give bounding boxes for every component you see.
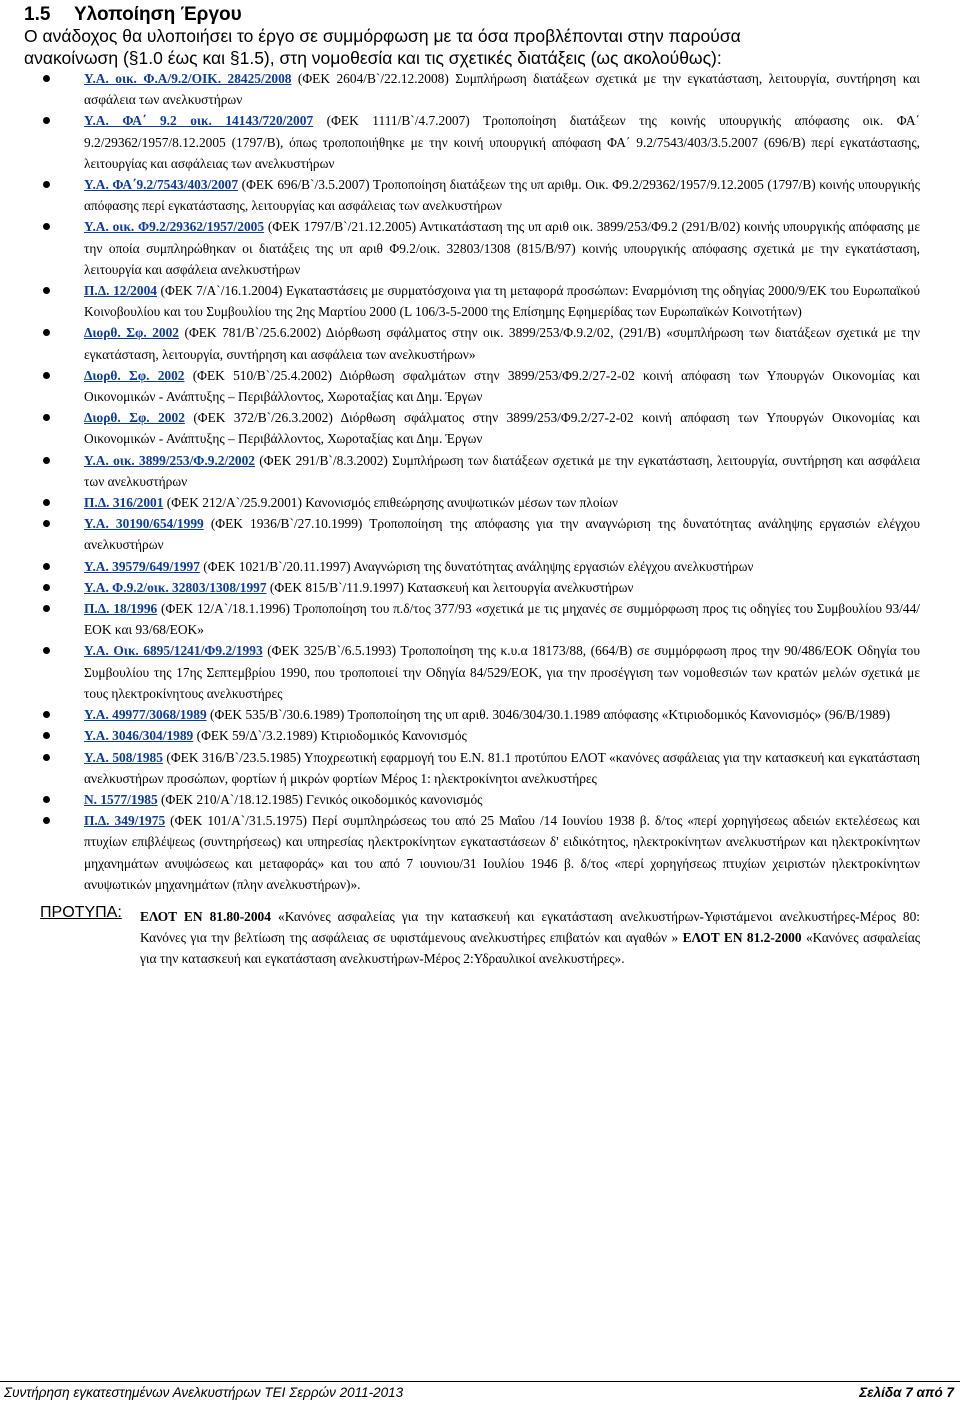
item-text: (ΦΕΚ 1936/Β`/27.10.1999) Τροποποίηση της απόφασης για την αναγνώριση της δυνατότητας ανάληψης εργασιών ελέγχου ανελκυστήρων (84, 516, 920, 553)
legislation-link[interactable]: Υ.Α. ΦΑ΄9.2/7543/403/2007 (84, 177, 239, 193)
list-item (24, 747, 920, 789)
bullet-icon (43, 563, 50, 570)
item-text: (ΦΕΚ 12/Α`/18.1.1996) Τροποποίηση του π.δ/τος 377/93 «σχετικά με τις μηχανές σε συμμόρφωση προς τις οδηγίες του Συμβουλίου 93/44/ΕΟΚ και 93/68/ΕΟΚ» (84, 601, 920, 638)
legislation-link[interactable]: Π.Δ. 316/2001 (84, 495, 164, 511)
bullet-icon (43, 499, 50, 506)
item-text: (ΦΕΚ 1797/Β`/21.12.2005) Αντικατάσταση της υπ αριθ οικ. 3899/253/Φ9.2 (291/Β/02) κοινής υπουργικής απόφασης με την οποία συμπληρώθηκαν οι διατάξεις της υπ αριθ Φ9.2/οικ. 32803/1308 (815/Β/97) κοινής υπουργικής απόφασης σχετικά με την εγκατάσταση, λειτουργία και ασφάλεια ανελκυστήρων (84, 219, 921, 277)
item-text: (ΦΕΚ 510/Β`/25.4.2002) Διόρθωση σφαλμάτων στην 3899/253/Φ9.2/27-2-02 κοινή απόφαση των Υπουργών Οικονομίας και Οικονομικών - Ανάπτυξης – Περιβάλλοντος, Χωροταξίας και Δημ. Έργων (84, 367, 920, 405)
item-text: (ΦΕΚ 316/Β`/23.5.1985) Υποχρεωτική εφαρμογή του Ε.Ν. 81.1 προτύπου ΕΛΟΤ «κανόνες ασφάλειας για την κατασκευή και εγκατάσταση ανελκυστήρων προσώπων, φορτίων ή μικρών φορτίων Μέρος 1: ηλεκτροκίνητοι ανελκυστήρες (84, 749, 920, 786)
bullet-icon (43, 647, 50, 654)
list-item (24, 110, 920, 174)
bullet-icon (43, 223, 50, 230)
list-item (24, 789, 920, 810)
legislation-link[interactable]: Διορθ. Σφ. 2002 (84, 325, 179, 341)
bullet-icon (43, 75, 50, 82)
bullet-icon (43, 584, 50, 591)
item-text: (ΦΕΚ 7/Α`/16.1.2004) Εγκαταστάσεις με συρματόσχοινα για τη μεταφορά προσώπων: Εναρμόνιση της οδηγίας 2000/9/ΕΚ του Ευρωπαϊκού Κοινοβουλίου και του Συμβουλίου της 2ης Μαρτίου 2000 (L 106/3-5-2000 της Επίσημης Εφημερίδας των Ευρωπαϊκών Κοινοτήτων) (84, 283, 920, 320)
bullet-icon (43, 605, 50, 612)
list-item (24, 174, 920, 216)
item-text: (ΦΕΚ 372/Β`/26.3.2002) Διόρθωση σφάλματος στην 3899/253/Φ9.2/27-2-02 κοινή απόφαση των Υπουργών Οικονομίας και Οικονομικών - Ανάπτυξης – Περιβάλλοντος, Χωροταξίας και Δημ. Έργων (84, 410, 920, 447)
legislation-link[interactable]: Ν. 1577/1985 (84, 791, 158, 807)
list-item (24, 280, 920, 322)
legislation-link[interactable]: Π.Δ. 349/1975 (84, 813, 166, 829)
section-title: Υλοποίηση Έργου (74, 4, 242, 25)
list-item (24, 450, 920, 492)
footer-page-number: Σελίδα 7 από 7 (859, 1385, 954, 1400)
list-item (24, 407, 920, 449)
standard-code: ΕΛΟΤ ΕΝ 81.80-2004 (140, 909, 271, 924)
legislation-link[interactable]: Π.Δ. 12/2004 (84, 283, 157, 299)
legislation-link[interactable]: Υ.Α. Φ.9.2/οικ. 32803/1308/1997 (84, 579, 267, 595)
item-text: (ΦΕΚ 59/Δ`/3.2.1989) Κτιριοδομικός Κανονισμός (193, 728, 467, 744)
item-text: (ΦΕΚ 815/Β`/11.9.1997) Κατασκευή και λειτουργία ανελκυστήρων (266, 579, 634, 595)
item-text: (ΦΕΚ 212/Α`/25.9.2001) Κανονισμός επιθεώρησης ανυψωτικών μέσων των πλοίων (163, 495, 618, 511)
standards-section (40, 906, 920, 970)
list-item (24, 513, 920, 555)
bullet-icon (43, 117, 50, 124)
legislation-link[interactable]: Υ.Α. 49977/3068/1989 (84, 707, 207, 723)
footer-document-title: Συντήρηση εγκατεστημένων Ανελκυστήρων ΤΕΙ Σερρών 2011-2013 (4, 1385, 404, 1400)
item-text: (ΦΕΚ 1021/Β`/20.11.1997) Αναγνώριση της δυνατότητας ανάληψης εργασιών ελέγχου ανελκυστήρων (199, 558, 754, 574)
legislation-link[interactable]: Υ.Α. 39579/649/1997 (84, 558, 200, 574)
list-item (24, 725, 920, 746)
intro-line-2: ανακοίνωση (§1.0 έως και §1.5), στη νομοθεσία και τις σχετικές διατάξεις (ως ακολούθως): (24, 47, 722, 68)
bullet-icon (43, 817, 50, 824)
bullet-icon (43, 181, 50, 188)
item-text: (ΦΕΚ 2604/Β`/22.12.2008) Συμπλήρωση διατάξεων σχετικά με την εγκατάσταση, λειτουργία, συντήρηση και ασφάλεια των ανελκυστήρων (84, 71, 920, 108)
list-item (24, 216, 920, 280)
list-item (24, 598, 920, 640)
list-item (24, 640, 920, 704)
item-text: (ΦΕΚ 291/Β`/8.3.2002) Συμπλήρωση των διατάξεων σχετικά με την εγκατάσταση, λειτουργία, συντήρηση και ασφάλεια των ανελκυστήρων (84, 452, 920, 489)
intro-paragraph (24, 26, 924, 69)
bullet-icon (43, 287, 50, 294)
legislation-link[interactable]: Υ.Α. οικ. Φ.Α/9.2/ΟΙΚ. 28425/2008 (84, 71, 292, 86)
legislation-link[interactable]: Υ.Α. οικ. Φ9.2/29362/1957/2005 (84, 219, 265, 235)
bullet-icon (43, 732, 50, 739)
legislation-link[interactable]: Υ.Α. ΦΑ΄ 9.2 οικ. 14143/720/2007 (84, 113, 314, 129)
bullet-icon (43, 520, 50, 527)
list-item (24, 556, 920, 577)
legislation-link[interactable]: Π.Δ. 18/1996 (84, 601, 158, 617)
legislation-link[interactable]: Διορθ. Σφ. 2002 (84, 367, 185, 383)
legislation-link[interactable]: Διορθ. Σφ. 2002 (84, 410, 185, 426)
bullet-icon (43, 372, 50, 379)
item-text: (ΦΕΚ 1111/Β`/4.7.2007) Τροποποίηση διατάξεων της κοινής υπουργικής απόφασης οικ. ΦΑ΄ 9.2/29362/1957/8.12.2005 (1797/Β), όπως τροποποιήθηκε με την κοινή υπουργική απόφαση ΦΑ΄ 9.2/7543/403/3.5.2007 (696/Β) περί εγκατάστασης, λειτουργίας και ασφάλειας των ανελκυστήρων (84, 113, 920, 171)
legislation-link[interactable]: Υ.Α. οικ. 3899/253/Φ.9.2/2002 (84, 452, 255, 468)
item-text: (ΦΕΚ 781/Β`/25.6.2002) Διόρθωση σφάλματος στην οικ. 3899/253/Φ.9.2/02, (291/Β) «συμπλήρωση των διατάξεων σχετικά με την εγκατάσταση, λειτουργία, συντήρηση και ασφάλεια των ανελκυστήρων» (84, 325, 920, 362)
standards-label: ΠΡΟΤΥΠΑ: (40, 904, 122, 921)
legislation-link[interactable]: Υ.Α. 30190/654/1999 (84, 516, 204, 532)
standard-code: ΕΛΟΤ ΕΝ 81.2-2000 (682, 930, 802, 946)
list-item (24, 577, 920, 598)
legislation-link[interactable]: Υ.Α. Οικ. 6895/1241/Φ9.2/1993 (84, 643, 263, 659)
item-text: (ΦΕΚ 696/Β`/3.5.2007) Τροποποίηση διατάξεων της υπ αριθμ. Οικ. Φ9.2/29362/1957/9.12.2005 (1797/Β) κοινής υπουργικής απόφασης περί εγκατάστασης, λειτουργίας και ασφάλειας των ανελκυστήρων (84, 177, 920, 214)
list-item (24, 365, 920, 407)
item-text: (ΦΕΚ 101/Α`/31.5.1975) Περί συμπληρώσεως του από 25 Μαΐου /14 Ιουνίου 1938 β. δ/τος «περί χορηγήσεως αδειών εκτελέσεως και πτυχίων επιβλέψεως (συντηρήσεως) και υπηρεσίας ηλεκτροκίνητων εγκαταστάσεων δ' ειδικότητος, ηλεκτροκίνητων ανελκυστήρων και ηλεκτροκίνητων μηχανημάτων ανυψώσεως και μεταφοράς» και του από 7 ιουνιου/31 Ιουλίου 1946 β. δ/τος «περί χορηγήσεως πτυχίων χειριστών ηλεκτροκίνητων ανυψωτικών μηχανημάτων (πλην ανελκυστήρων)». (84, 813, 920, 892)
list-item (24, 322, 920, 364)
legislation-list (24, 68, 920, 895)
section-number: 1.5 (24, 4, 51, 25)
legislation-link[interactable]: Υ.Α. 3046/304/1989 (84, 728, 194, 744)
bullet-icon (43, 329, 50, 336)
bullet-icon (43, 754, 50, 761)
standards-text (140, 906, 920, 970)
bullet-icon (43, 414, 50, 421)
standard-description: «Κανόνες ασφαλείας για την κατασκευή και εγκατάσταση ανελκυστήρων-Μέρος 2:Υδραυλικοί ανελκυστήρες». (140, 930, 921, 967)
footer-divider (0, 1381, 960, 1382)
standard-description: «Κανόνες ασφαλείας για την κατασκευή και εγκατάσταση ανελκυστήρων-Υφιστάμενοι ανελκυστήρες-Μέρος 80: Κανόνες για την βελτίωση της ασφάλειας σε υφιστάμενους ανελκυστήρες επιβατών και αγαθών » (140, 909, 920, 946)
bullet-icon (43, 711, 50, 718)
list-item (24, 492, 920, 513)
intro-line-1: Ο ανάδοχος θα υλοποιήσει το έργο σε συμμόρφωση με τα όσα προβλέπονται στην παρούσα (24, 26, 741, 46)
section-heading (24, 4, 242, 26)
list-item (24, 704, 920, 725)
bullet-icon (43, 796, 50, 803)
item-text: (ΦΕΚ 325/Β`/6.5.1993) Τροποποίηση της κ.υ.α 18173/88, (664/Β) σε συμμόρφωση προς την 90/486/ΕΟΚ Οδηγία του Συμβουλίου της 17ης Σεπτεμβρίου 1990, που τροποποιεί την Οδηγία 84/529/ΕΟΚ, για την προσέγγιση των νομοθεσιών των κρατών μελών σχετικά με τους ηλεκτροκίνητους ανελκυστήρες (84, 643, 920, 701)
list-item (24, 68, 920, 110)
bullet-icon (43, 457, 50, 464)
list-item (24, 810, 920, 895)
item-text: (ΦΕΚ 210/Α`/18.12.1985) Γενικός οικοδομικός κανονισμός (157, 791, 483, 807)
legislation-link[interactable]: Υ.Α. 508/1985 (84, 749, 163, 765)
item-text: (ΦΕΚ 535/Β`/30.6.1989) Τροποποίηση της υπ αριθ. 3046/304/30.1.1989 απόφασης «Κτιριοδομικός Κανονισμός» (96/Β/1989) (206, 707, 891, 723)
